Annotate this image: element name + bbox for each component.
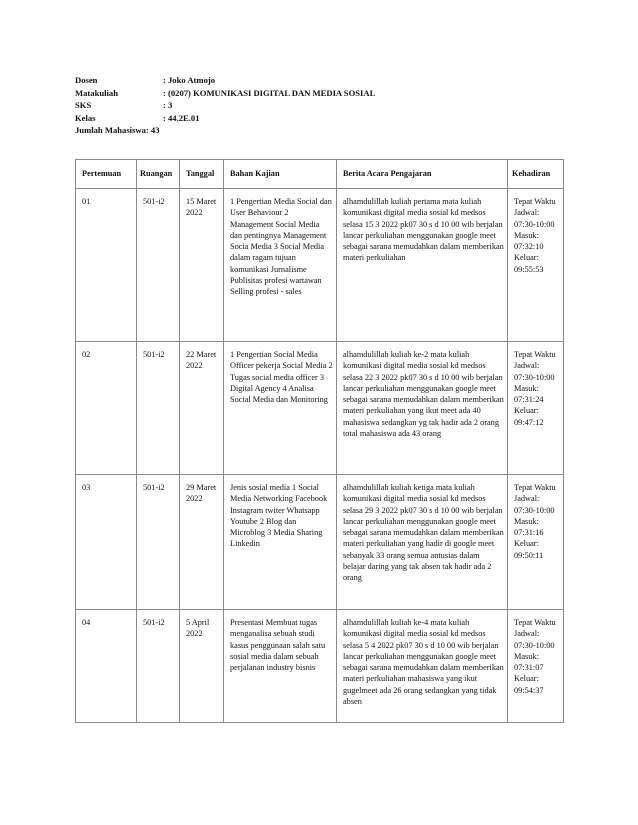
- cell-ruangan: 501-i2: [137, 189, 180, 342]
- cell-berita: alhamdulillah kuliah ke-4 mata kuliah komunikasi digital media sosial kd medsos selasa 5 4 2022 pk07 30 s d 10 00 wib berjalan lancar perkuliahan menggunakan google meet sebagai sarana memudahkan dalam memberikan materi perkuliahan mahasiswa yang ikut gugelmeet ada 26 orang sedangkan yang tidak absen: [337, 610, 508, 723]
- teaching-log-table: [75, 159, 564, 723]
- sks-value: : 3: [163, 100, 173, 111]
- course-info: [75, 74, 375, 137]
- cell-ruangan: 501-i2: [137, 610, 180, 723]
- table-row: [76, 342, 564, 475]
- cell-pertemuan: 02: [76, 342, 137, 475]
- jumlah-value: : 43: [145, 125, 160, 136]
- cell-berita: alhamdulillah kuliah pertama mata kuliah komunikasi digital media sosial kd medsos selasa 15 3 2022 pk07 30 s d 10 00 wib berjalan lancar perkuliahan menggunakan google meet sebagai sarana memudahkan dalam memberikan materi perkuliahan: [337, 189, 508, 342]
- table-row: [76, 475, 564, 610]
- cell-kehadiran: Tepat Waktu Jadwal: 07:30-10:00 Masuk: 07:31:24 Keluar: 09:47:12: [508, 342, 564, 475]
- cell-tanggal: 5 April 2022: [180, 610, 224, 723]
- cell-tanggal: 15 Maret 2022: [180, 189, 224, 342]
- cell-berita: alhamdulillah kuliah ketiga mata kuliah komunikasi digital media sosial kd medsos selasa 29 3 2022 pk07 30 s d 10 00 wib berjalan lancar perkuliahan menggunakan google meet sebagai sarana memudahkan dalam memberikan materi perkuliahan yang hadir di google meet sebanyak 33 orang semua antusias dalam belajar daring yang tak absen tak hadir ada 2 orang: [337, 475, 508, 610]
- header-bahan: Bahan Kajian: [224, 160, 337, 189]
- cell-ruangan: 501-i2: [137, 475, 180, 610]
- kelas-value: : 44.2E.01: [163, 112, 200, 123]
- header-pertemuan: Pertemuan: [76, 160, 137, 189]
- cell-pertemuan: 03: [76, 475, 137, 610]
- info-dosen: [75, 74, 375, 87]
- kelas-label: Kelas: [75, 112, 96, 123]
- header-tanggal: Tanggal: [180, 160, 224, 189]
- cell-bahan: Jenis sosial media 1 Social Media Networking Facebook Instagram twiter Whatsapp Youtube 2 Blog dan Microblog 3 Media Sharing Linkedin: [224, 475, 337, 610]
- table-row: [76, 189, 564, 342]
- header-ruangan: Ruangan: [137, 160, 180, 189]
- info-jumlah: [75, 124, 375, 137]
- cell-kehadiran: Tepat Waktu Jadwal: 07:30-10:00 Masuk: 07:31:16 Keluar: 09:50:11: [508, 475, 564, 610]
- cell-ruangan: 501-i2: [137, 342, 180, 475]
- info-sks: [75, 99, 375, 112]
- dosen-value: : Joko Atmojo: [163, 75, 216, 85]
- info-kelas: [75, 112, 375, 125]
- cell-kehadiran: Tepat Waktu Jadwal: 07:30-10:00 Masuk: 07:32:10 Keluar: 09:55:53: [508, 189, 564, 342]
- jumlah-label: Jumlah Mahasiswa: [75, 125, 146, 136]
- cell-bahan: Presentasi Membuat tugas menganalisa sebuah studi kasus penggunaan salah satu sosial media dalam sebuah perjalanan industry bisnis: [224, 610, 337, 723]
- header-kehadiran: Kehadiran: [508, 160, 564, 189]
- cell-tanggal: 29 Maret 2022: [180, 475, 224, 610]
- header-berita: Berita Acara Pengajaran: [337, 160, 508, 189]
- matakuliah-value: : (0207) KOMUNIKASI DIGITAL DAN MEDIA SOSIAL: [163, 87, 376, 98]
- cell-tanggal: 22 Maret 2022: [180, 342, 224, 475]
- cell-pertemuan: 04: [76, 610, 137, 723]
- matakuliah-label: Matakuliah: [75, 87, 118, 98]
- sks-label: SKS: [75, 100, 92, 111]
- dosen-label: Dosen: [75, 75, 98, 85]
- table-row: [76, 610, 564, 723]
- cell-bahan: 1 Pengertian Media Social dan User Behaviour 2 Management Social Media dan pentingnya Management Socia Media 3 Social Media dalam ragam tujuan komunikasi Jurnalisme Publisitas profesi wartawan Selling profesi - sales: [224, 189, 337, 342]
- cell-bahan: 1 Pengertian Social Media Officer pekerja Social Media 2 Tugas social media officer 3 Digital Agency 4 Analisa Social Media dan Monitoring: [224, 342, 337, 475]
- info-matakuliah: [75, 87, 375, 100]
- cell-kehadiran: Tepat Waktu Jadwal: 07:30-10:00 Masuk: 07:31:07 Keluar: 09:54:37: [508, 610, 564, 723]
- table-header-row: [76, 160, 564, 189]
- cell-berita: alhamdulillah kuliah ke-2 mata kuliah komunikasi digital media sosial kd medsos selasa 22 3 2022 pk07 30 s d 10 00 wib berjalan lancar perkuliahan menggunakan google meet sebagai sarana memudahkan dalam memberikan materi perkuliahan yang ikut meet ada 40 mahasiswa sedangkan yg tak hadir ada 2 orang total mahasiswa ada 43 orang: [337, 342, 508, 475]
- cell-pertemuan: 01: [76, 189, 137, 342]
